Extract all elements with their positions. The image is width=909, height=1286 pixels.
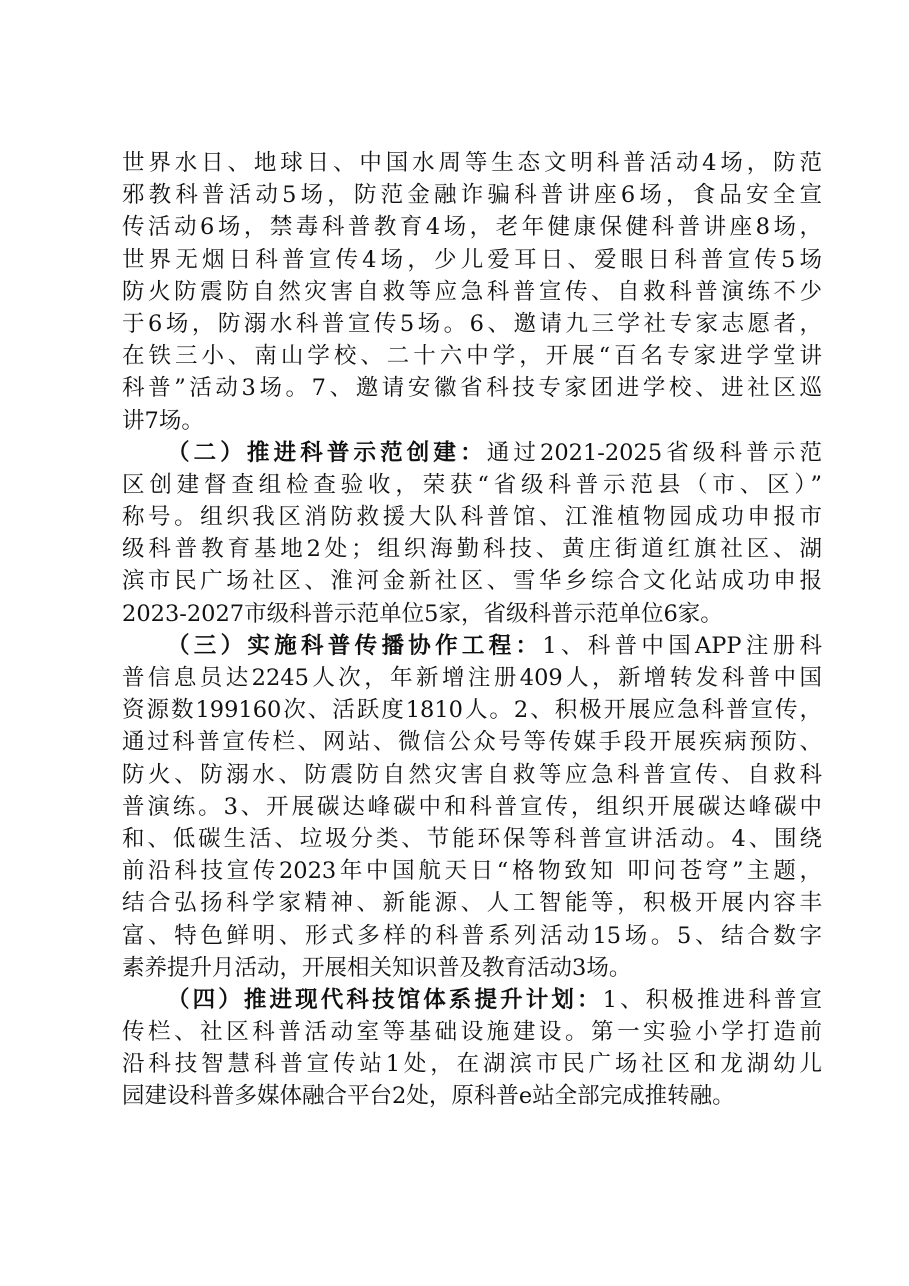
section-heading: （二）推进科普示范创建： xyxy=(167,439,487,466)
section-heading: （三）实施科普传播协作工程： xyxy=(167,632,543,659)
paragraph-line: 防火、防溺水、防震防自然灾害自救等应急科普宣传、自救科 xyxy=(122,761,822,788)
paragraph-demonstration xyxy=(122,437,822,630)
paragraph-line: 在铁三小、南山学校、二十六中学，开展“百名专家进学堂讲 xyxy=(122,343,822,370)
paragraph-line: 沿科技智慧科普宣传站1处，在湖滨市民广场社区和龙湖幼儿 xyxy=(122,1051,822,1078)
paragraph-line: 2023-2027市级科普示范单位5家，省级科普示范单位6家。 xyxy=(122,600,723,627)
paragraph-first-line xyxy=(122,630,822,662)
paragraph-text: 1、科普中国APP注册科 xyxy=(542,632,822,659)
paragraph-science-museum xyxy=(122,984,822,1113)
paragraph-line: 普信息员达2245人次，年新增注册409人，新增转发科普中国 xyxy=(122,665,822,691)
paragraph-line: 传栏、社区科普活动室等基础设施建设。第一实验小学打造前 xyxy=(122,1019,822,1046)
paragraph-first-line xyxy=(122,984,822,1016)
paragraph-text: 1、积极推进科普宣 xyxy=(602,986,822,1013)
paragraph-line: 和、低碳生活、垃圾分类、节能环保等科普宣讲活动。4、围绕 xyxy=(122,825,822,852)
paragraph-line: 区创建督查组检查验收，荣获“省级科普示范县（市、区）” xyxy=(122,471,822,498)
paragraph-line: 世界无烟日科普宣传4场，少儿爱耳日、爱眼日科普宣传5场 xyxy=(122,246,822,273)
paragraph-line: 资源数199160次、活跃度1810人。2、积极开展应急科普宣传， xyxy=(122,697,822,724)
paragraph-line: 园建设科普多媒体融合平台2处，原科普e站全部完成推转融。 xyxy=(122,1083,735,1110)
paragraph-line: 普演练。3、开展碳达峰碳中和科普宣传，组织开展碳达峰碳中 xyxy=(122,793,822,820)
paragraph-line: 科普”活动3场。7、邀请安徽省科技专家团进学校、进社区巡 xyxy=(122,375,822,402)
paragraph-line: 前沿科技宣传2023年中国航天日“格物致知 叩问苍穹”主题， xyxy=(122,858,822,885)
paragraph-line: 传活动6场，禁毒科普教育4场，老年健康保健科普讲座8场， xyxy=(122,214,822,241)
paragraph-line: 级科普教育基地2处；组织海勤科技、黄庄街道红旗社区、湖 xyxy=(122,536,822,563)
paragraph-line: 称号。组织我区消防救援大队科普馆、江淮植物园成功申报市 xyxy=(122,504,822,531)
paragraph-line: 富、特色鲜明、形式多样的科普系列活动15场。5、结合数字 xyxy=(122,922,822,949)
paragraph-line: 素养提升月活动，开展相关知识普及教育活动3场。 xyxy=(122,954,632,981)
paragraph-line: 滨市民广场社区、淮河金新社区、雪华乡综合文化站成功申报 xyxy=(122,568,822,595)
paragraph-line: 邪教科普活动5场，防范金融诈骗科普讲座6场，食品安全宣 xyxy=(122,182,822,209)
paragraph-activities-continued xyxy=(122,147,822,437)
paragraph-line: 结合弘扬科学家精神、新能源、人工智能等，积极开展内容丰 xyxy=(122,890,822,917)
paragraph-line: 于6场，防溺水科普宣传5场。6、邀请九三学社专家志愿者， xyxy=(122,310,822,337)
paragraph-communication xyxy=(122,630,822,984)
paragraph-first-line xyxy=(122,437,822,469)
paragraph-line: 世界水日、地球日、中国水周等生态文明科普活动4场，防范 xyxy=(122,150,822,176)
section-heading: （四）推进现代科技馆体系提升计划： xyxy=(167,986,603,1013)
document-body xyxy=(122,147,822,1113)
paragraph-line: 通过科普宣传栏、网站、微信公众号等传媒手段开展疾病预防、 xyxy=(122,729,822,756)
paragraph-line: 讲7场。 xyxy=(122,407,204,434)
paragraph-line: 防火防震防自然灾害自救等应急科普宣传、自救科普演练不少 xyxy=(122,278,822,305)
paragraph-text: 通过2021-2025省级科普示范 xyxy=(486,439,822,466)
